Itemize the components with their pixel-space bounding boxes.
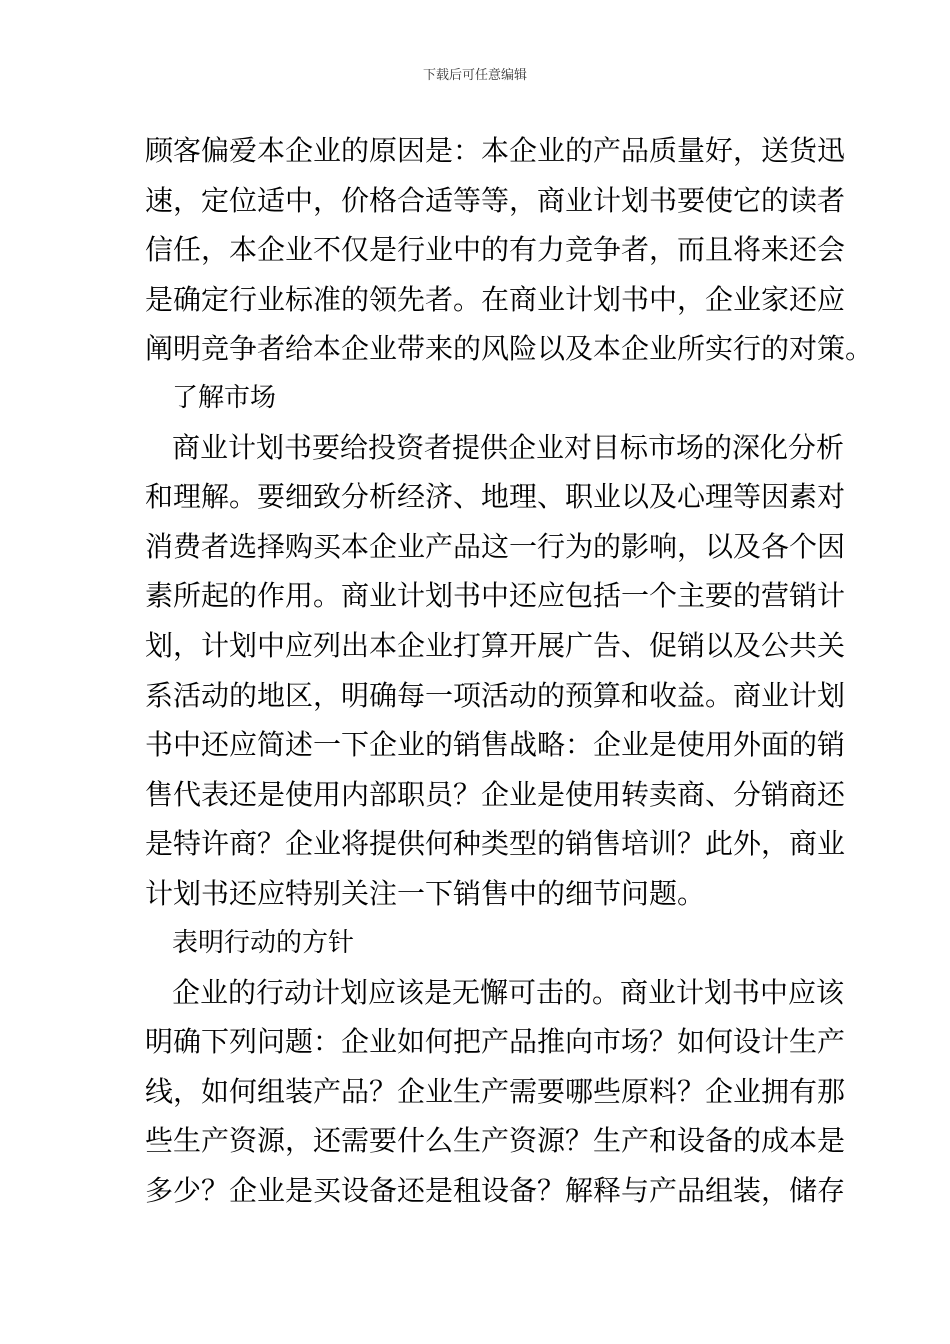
text-line: 和理解。要细致分析经济、地理、职业以及心理等因素对: [145, 480, 846, 513]
text-line: 速，定位适中，价格合适等等，商业计划书要使它的读者: [145, 184, 846, 217]
text-line: 售代表还是使用内部职员？企业是使用转卖商、分销商还: [145, 778, 846, 811]
section-heading-market: 了解市场: [172, 383, 277, 413]
text-line: 消费者选择购买本企业产品这一行为的影响，以及各个因: [145, 530, 846, 563]
text-line: 划，计划中应列出本企业打算开展广告、促销以及公共关: [145, 629, 846, 662]
text-line: 信任，本企业不仅是行业中的有力竞争者，而且将来还会: [145, 233, 846, 266]
text-line: 系活动的地区，明确每一项活动的预算和收益。商业计划: [145, 679, 846, 712]
section-heading-action: 表明行动的方针: [172, 928, 355, 958]
text-line: 线，如何组装产品？企业生产需要哪些原料？企业拥有那: [145, 1075, 846, 1108]
text-line: 多少？企业是买设备还是租设备？解释与产品组装，储存: [145, 1174, 846, 1207]
text-line: 是特许商？企业将提供何种类型的销售培训？此外，商业: [145, 827, 846, 860]
page-header: 下载后可任意编辑: [422, 68, 527, 83]
text-line: 明确下列问题：企业如何把产品推向市场？如何设计生产: [145, 1025, 846, 1058]
text-line: 是确定行业标准的领先者。在商业计划书中，企业家还应: [145, 283, 846, 316]
text-line: 素所起的作用。商业计划书中还应包括一个主要的营销计: [145, 579, 846, 612]
text-line: 阐明竞争者给本企业带来的风险以及本企业所实行的对策。: [145, 332, 874, 365]
text-line: 计划书还应特别关注一下销售中的细节问题。: [145, 877, 706, 910]
text-line: 些生产资源，还需要什么生产资源？生产和设备的成本是: [145, 1124, 846, 1157]
text-line: 顾客偏爱本企业的原因是：本企业的产品质量好，送货迅: [145, 134, 846, 167]
text-line: 商业计划书要给投资者提供企业对目标市场的深化分析: [172, 431, 845, 464]
text-line: 企业的行动计划应该是无懈可击的。商业计划书中应该: [172, 976, 845, 1009]
text-line: 书中还应简述一下企业的销售战略：企业是使用外面的销: [145, 728, 846, 761]
